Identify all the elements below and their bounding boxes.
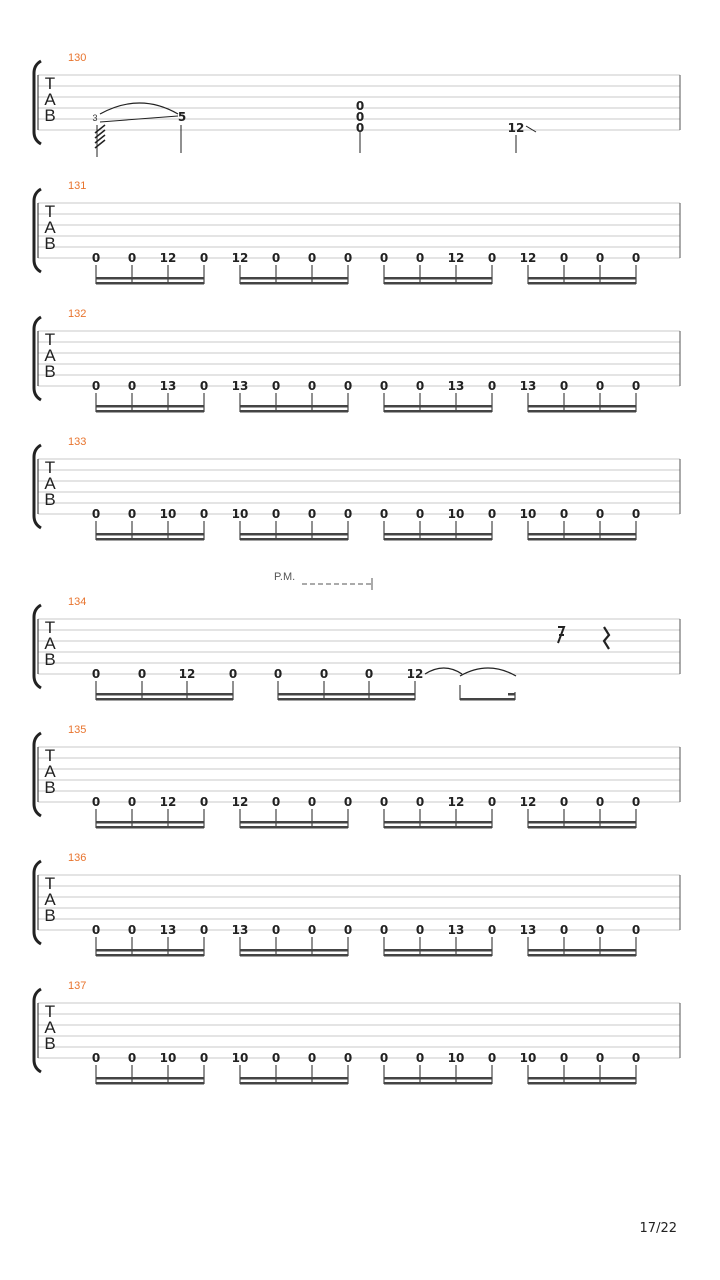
tab-clef-letter: B (44, 906, 56, 925)
fret-number: 0 (364, 667, 374, 681)
beam (96, 954, 204, 957)
beam (528, 277, 636, 280)
beam (96, 949, 204, 952)
beam (528, 1077, 636, 1080)
tab-system (34, 52, 680, 157)
fret-number: 0 (487, 507, 497, 521)
tab-clef-letter: A (44, 218, 56, 237)
fret-number: 0 (487, 795, 497, 809)
tab-clef-letter: B (44, 106, 56, 125)
beam (240, 954, 348, 957)
beam (96, 1082, 204, 1085)
fret-number: 0 (379, 251, 389, 265)
tab-clef-letter: B (44, 234, 56, 253)
fret-number: 0 (487, 379, 497, 393)
fret-number: 13 (159, 379, 177, 393)
beam (240, 277, 348, 280)
beam (240, 826, 348, 829)
fret-number: 0 (307, 1051, 317, 1065)
fret-number: 12 (231, 251, 249, 265)
fret-number: 0 (595, 507, 605, 521)
tab-clef-letter: A (44, 1018, 56, 1037)
fret-number: 0 (559, 923, 569, 937)
beam (528, 1082, 636, 1085)
fret-number: 12 (519, 251, 537, 265)
fret-number: 0 (199, 923, 209, 937)
fret-number: 0 (487, 923, 497, 937)
tab-clef-letter: A (44, 762, 56, 781)
beam (508, 693, 515, 696)
fret-number: 5 (177, 110, 187, 124)
fret-number: 0 (343, 379, 353, 393)
fret-number: 0 (91, 795, 101, 809)
fret-number: 0 (307, 507, 317, 521)
tab-clef-letter: T (44, 330, 56, 349)
fret-number: 0 (559, 507, 569, 521)
beam (384, 821, 492, 824)
fret-number: 0 (559, 795, 569, 809)
beam (528, 282, 636, 285)
fret-number: 10 (519, 507, 537, 521)
beam (384, 1082, 492, 1085)
fret-number: 0 (631, 923, 641, 937)
fret-number: 0 (415, 1051, 425, 1065)
fret-number: 0 (595, 251, 605, 265)
tab-clef-letter: T (44, 458, 56, 477)
fret-number: 13 (447, 379, 465, 393)
tab-clef-letter: B (44, 362, 56, 381)
beam (384, 282, 492, 285)
measure-number: 134 (68, 596, 87, 608)
fret-number: 0 (127, 795, 137, 809)
fret-number: 10 (447, 507, 465, 521)
fret-number: 0 (559, 251, 569, 265)
fret-number: 10 (231, 507, 249, 521)
fret-number: 0 (199, 1051, 209, 1065)
fret-number: 12 (447, 251, 465, 265)
fret-number: 0 (415, 507, 425, 521)
fret-number: 12 (159, 795, 177, 809)
beam (96, 533, 204, 536)
fret-number: 12 (447, 795, 465, 809)
fret-number: 10 (519, 1051, 537, 1065)
fret-number: 0 (415, 379, 425, 393)
tab-clef-letter: T (44, 1002, 56, 1021)
beam (528, 538, 636, 541)
measure-number: 130 (68, 52, 87, 64)
fret-number: 0 (127, 923, 137, 937)
fret-number: 13 (447, 923, 465, 937)
fret-number: 0 (127, 507, 137, 521)
palm-mute-label: P.M. (274, 571, 296, 583)
fret-number: 0 (199, 379, 209, 393)
fret-number: 0 (631, 251, 641, 265)
beam (240, 821, 348, 824)
fret-number: 0 (273, 667, 283, 681)
tab-system (34, 852, 680, 957)
fret-number: 0 (91, 667, 101, 681)
beam (96, 410, 204, 413)
beam (528, 405, 636, 408)
slide-line (526, 126, 536, 132)
beam (384, 277, 492, 280)
beam (528, 826, 636, 829)
beam (384, 826, 492, 829)
fret-number: 0 (307, 251, 317, 265)
beam (384, 533, 492, 536)
fret-number: 0 (355, 110, 365, 124)
beam (240, 405, 348, 408)
beam (240, 949, 348, 952)
fret-number: 10 (159, 507, 177, 521)
fret-number: 0 (343, 507, 353, 521)
fret-number: 12 (159, 251, 177, 265)
fret-number: 0 (595, 795, 605, 809)
fret-number: 0 (271, 251, 281, 265)
tab-clef-letter: B (44, 490, 56, 509)
tuplet-number: 3 (92, 113, 98, 123)
fret-number: 0 (415, 251, 425, 265)
fret-number: 0 (307, 795, 317, 809)
tab-clef-letter: T (44, 74, 56, 93)
tab-clef-letter: B (44, 778, 56, 797)
tab-clef-letter: T (44, 746, 56, 765)
fret-number: 0 (271, 795, 281, 809)
fret-number: 0 (343, 1051, 353, 1065)
fret-number: 0 (631, 795, 641, 809)
beam (384, 954, 492, 957)
fret-number: 12 (178, 667, 196, 681)
fret-number: 0 (199, 507, 209, 521)
fret-number: 10 (159, 1051, 177, 1065)
beam (384, 949, 492, 952)
measure-number: 131 (68, 180, 87, 192)
fret-number: 12 (519, 795, 537, 809)
tab-clef-letter: A (44, 346, 56, 365)
beam (96, 405, 204, 408)
fret-number: 0 (415, 795, 425, 809)
fret-number: 0 (355, 99, 365, 113)
fret-number: 0 (559, 1051, 569, 1065)
fret-number: 0 (631, 507, 641, 521)
fret-number: 0 (595, 1051, 605, 1065)
fret-number: 0 (631, 379, 641, 393)
fret-number: 0 (271, 923, 281, 937)
fret-number: 0 (127, 251, 137, 265)
fret-number: 12 (507, 121, 525, 135)
fret-number: 13 (231, 923, 249, 937)
fret-number: 0 (271, 507, 281, 521)
fret-number: 0 (487, 251, 497, 265)
fret-number: 0 (307, 379, 317, 393)
fret-number: 0 (343, 251, 353, 265)
tab-system (34, 596, 680, 701)
fret-number: 0 (127, 1051, 137, 1065)
fret-number: 0 (307, 923, 317, 937)
fret-number: 0 (379, 379, 389, 393)
fret-number: 10 (447, 1051, 465, 1065)
beam (460, 698, 515, 701)
beam (384, 1077, 492, 1080)
beam (240, 410, 348, 413)
beam (278, 698, 415, 701)
page-number: 17/22 (639, 1221, 677, 1236)
beam (384, 538, 492, 541)
fret-number: 10 (231, 1051, 249, 1065)
beam (528, 533, 636, 536)
fret-number: 0 (595, 379, 605, 393)
fret-number: 13 (159, 923, 177, 937)
fret-number: 0 (127, 379, 137, 393)
fret-number: 0 (559, 379, 569, 393)
tab-clef-letter: T (44, 202, 56, 221)
measure-number: 133 (68, 436, 87, 448)
fret-number: 0 (91, 1051, 101, 1065)
fret-number: 13 (231, 379, 249, 393)
beam (96, 282, 204, 285)
beam (384, 405, 492, 408)
tab-clef-letter: A (44, 474, 56, 493)
fret-number: 0 (379, 795, 389, 809)
fret-number: 0 (487, 1051, 497, 1065)
beam (96, 693, 233, 696)
tab-system (34, 308, 680, 413)
beam (240, 1082, 348, 1085)
beam (240, 538, 348, 541)
tab-system (34, 980, 680, 1085)
beam (278, 693, 415, 696)
fret-number: 12 (231, 795, 249, 809)
fret-number: 0 (271, 1051, 281, 1065)
tab-clef-letter: T (44, 618, 56, 637)
fret-number: 0 (91, 379, 101, 393)
beam (528, 410, 636, 413)
tie-arc (460, 668, 516, 676)
fret-number: 0 (355, 121, 365, 135)
beam (240, 533, 348, 536)
fret-number: 0 (379, 507, 389, 521)
fret-number: 0 (271, 379, 281, 393)
beam (528, 954, 636, 957)
tab-clef-letter: T (44, 874, 56, 893)
fret-number: 0 (379, 1051, 389, 1065)
fret-number: 13 (519, 379, 537, 393)
beam (240, 282, 348, 285)
fret-number: 0 (91, 251, 101, 265)
beam (96, 821, 204, 824)
fret-number: 0 (595, 923, 605, 937)
fret-number: 0 (91, 507, 101, 521)
fret-number: 0 (631, 1051, 641, 1065)
tab-clef-letter: B (44, 650, 56, 669)
beam (528, 821, 636, 824)
measure-number: 136 (68, 852, 87, 864)
fret-number: 0 (228, 667, 238, 681)
beam (240, 1077, 348, 1080)
fret-number: 13 (519, 923, 537, 937)
beam (96, 538, 204, 541)
fret-number: 12 (406, 667, 424, 681)
fret-number: 0 (319, 667, 329, 681)
tab-system (34, 724, 680, 829)
beam (96, 826, 204, 829)
fret-number: 0 (91, 923, 101, 937)
beam (384, 410, 492, 413)
fret-number: 0 (199, 251, 209, 265)
measure-number: 137 (68, 980, 87, 992)
beam (96, 1077, 204, 1080)
tab-clef-letter: B (44, 1034, 56, 1053)
fret-number: 0 (343, 795, 353, 809)
measure-number: 132 (68, 308, 87, 320)
tab-clef-letter: A (44, 90, 56, 109)
tab-system (34, 436, 680, 541)
fret-number: 0 (137, 667, 147, 681)
beam (96, 277, 204, 280)
beam (96, 698, 233, 701)
measure-number: 135 (68, 724, 87, 736)
tab-system (34, 180, 680, 285)
tab-clef-letter: A (44, 890, 56, 909)
fret-number: 0 (199, 795, 209, 809)
fret-number: 0 (379, 923, 389, 937)
tie-arc (425, 668, 462, 674)
beam (528, 949, 636, 952)
fret-number: 0 (415, 923, 425, 937)
fret-number: 0 (343, 923, 353, 937)
tab-clef-letter: A (44, 634, 56, 653)
